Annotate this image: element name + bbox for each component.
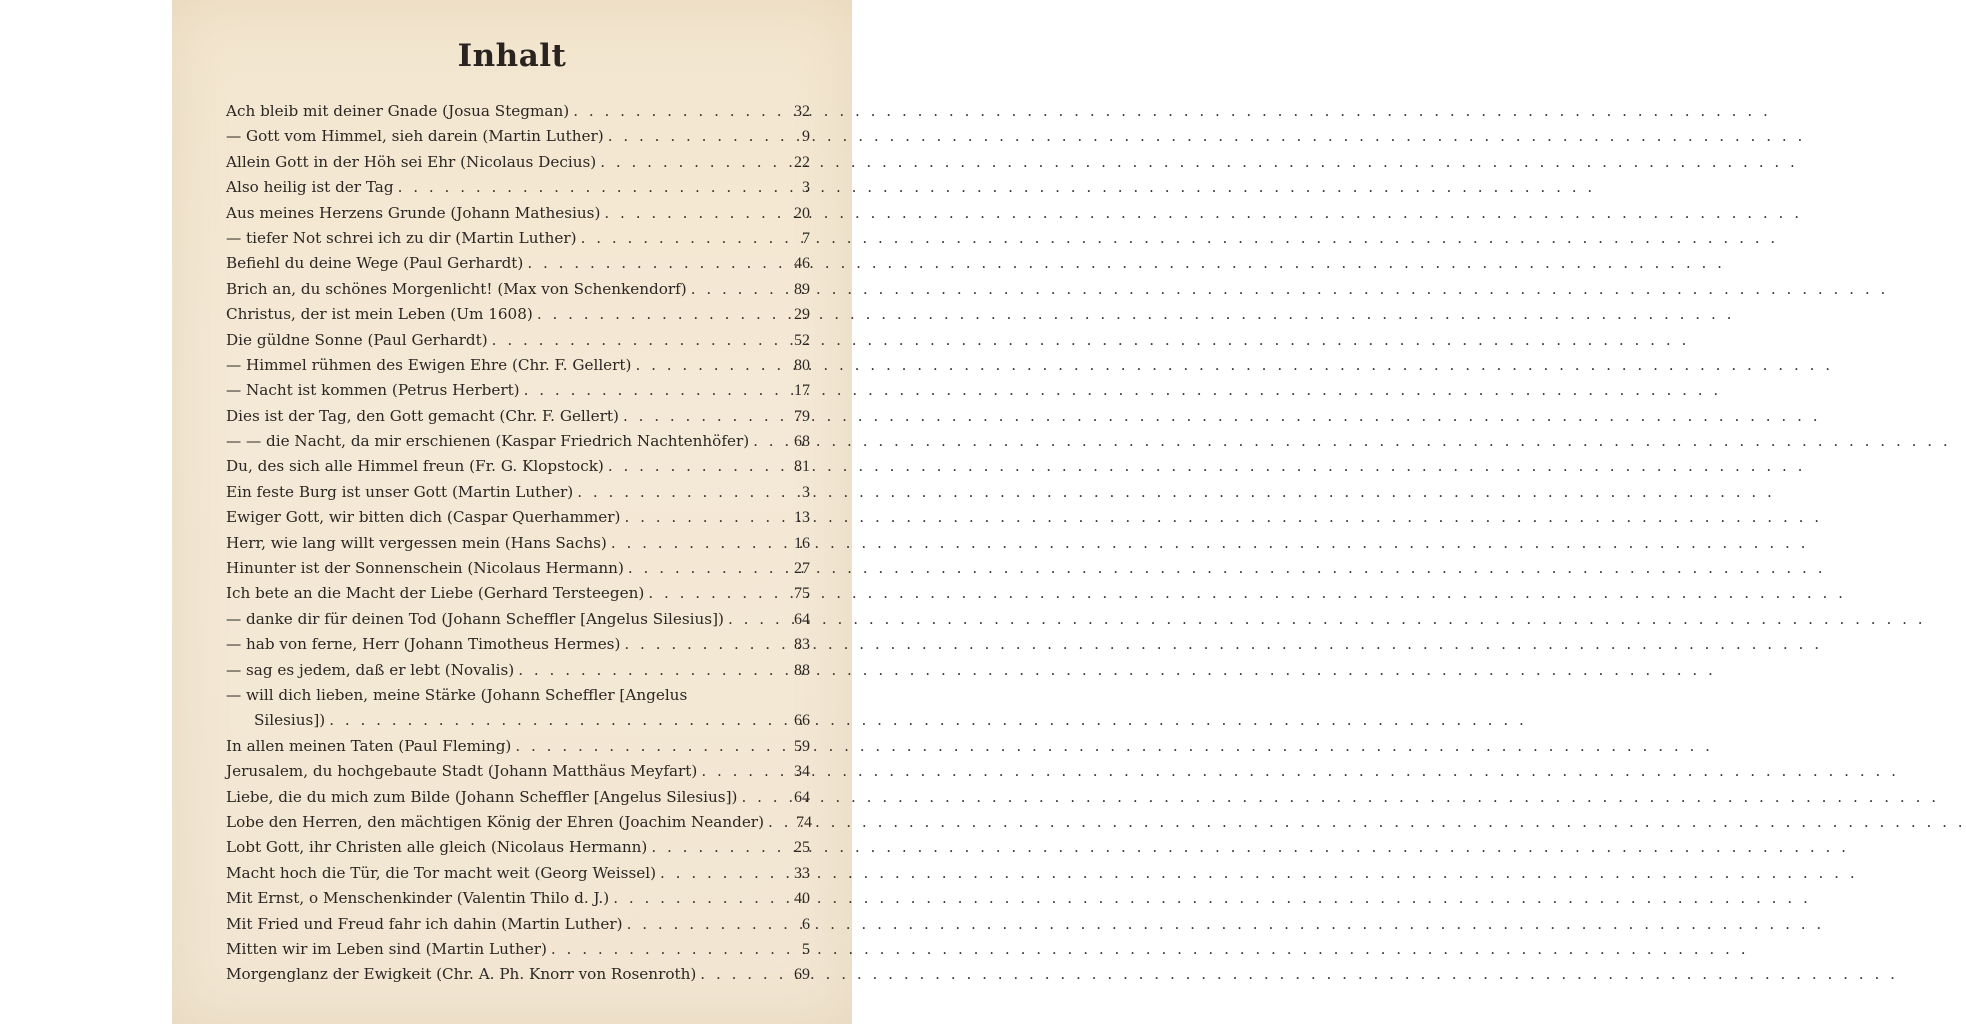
dot-leader [600, 150, 776, 175]
toc-page-number: 7 [802, 229, 810, 247]
dot-leader [577, 480, 776, 505]
toc-entry-title: Ewiger Gott, wir bitten dich (Caspar Querhammer) [226, 508, 621, 527]
toc-entry-title: Liebe, die du mich zum Bilde (Johann Scheffler [Angelus Silesius]) [226, 787, 738, 806]
toc-page-number: 83 [794, 636, 810, 654]
toc-entry-title: Hinunter ist der Sonnenschein (Nicolaus Hermann) [226, 559, 624, 578]
toc-page-number: 46 [794, 255, 810, 273]
toc-entry-title: Silesius]) [254, 711, 326, 730]
toc-entry [226, 708, 810, 733]
toc-entry-title: Ein feste Burg ist unser Gott (Martin Luther) [226, 482, 574, 501]
toc-entry-title: — Gott vom Himmel, sieh darein (Martin Luther) [226, 127, 604, 146]
toc-entry [226, 201, 810, 226]
dot-leader [524, 378, 776, 403]
toc-entry-title: — Nacht ist kommen (Petrus Herbert) [226, 381, 520, 400]
toc-page-number: 9 [802, 128, 810, 146]
toc-page-number: 59 [794, 737, 810, 755]
dot-leader [660, 861, 776, 886]
toc-entry-title: Herr, wie lang willt vergessen mein (Hans Sachs) [226, 533, 607, 552]
toc-entry-title: In allen meinen Taten (Paul Fleming) [226, 736, 512, 755]
dot-leader [624, 632, 776, 657]
toc-entry-title: Mitten wir im Leben sind (Martin Luther) [226, 939, 547, 958]
toc-page-number: 52 [794, 331, 810, 349]
toc-entry-title: Lobe den Herren, den mächtigen König der Ehren (Joachim Neander) [226, 812, 764, 831]
toc-entry-title: — sag es jedem, daß er lebt (Novalis) [226, 660, 515, 679]
dot-leader [623, 404, 776, 429]
toc-entry-title: Ach bleib mit deiner Gnade (Josua Stegman) [226, 102, 570, 120]
toc-page-number: 64 [794, 788, 810, 806]
toc-page-number: 64 [794, 610, 810, 628]
table-of-contents [226, 99, 810, 988]
toc-entry [226, 556, 810, 581]
dot-leader [515, 734, 776, 759]
toc-entry [226, 658, 810, 683]
toc-entry-title: Du, des sich alle Himmel freun (Fr. G. Klopstock) [226, 457, 604, 476]
dot-leader [627, 912, 776, 937]
dot-leader [551, 937, 776, 962]
toc-page-number: 3 [802, 483, 810, 501]
toc-entry-title: Lobt Gott, ihr Christen alle gleich (Nicolaus Hermann) [226, 838, 648, 857]
toc-entry-title: Morgenglanz der Ewigkeit (Chr. A. Ph. Knorr von Rosenroth) [226, 965, 697, 984]
dot-leader [398, 175, 776, 200]
dot-leader [537, 302, 776, 327]
toc-page-number: 89 [794, 280, 810, 298]
toc-entry [226, 150, 810, 175]
dot-leader [700, 962, 776, 987]
dot-leader [635, 353, 776, 378]
dot-leader [573, 99, 776, 124]
toc-entry [226, 886, 810, 911]
toc-entry-title: Befiehl du deine Wege (Paul Gerhardt) [226, 254, 524, 273]
toc-entry [226, 378, 810, 403]
toc-page-number: 13 [794, 509, 810, 527]
book-page [172, 0, 852, 1024]
toc-page-number: 25 [794, 839, 810, 857]
toc-page-number: 81 [794, 458, 810, 476]
dot-leader [651, 835, 776, 860]
toc-entry [226, 251, 810, 276]
toc-page-number: 32 [794, 103, 810, 120]
dot-leader [768, 810, 778, 835]
toc-page-number: 5 [802, 940, 810, 958]
toc-page-number: 27 [794, 560, 810, 578]
dot-leader [701, 759, 776, 784]
toc-entry [226, 404, 810, 429]
dot-leader [608, 124, 776, 149]
toc-page-number: 80 [794, 356, 810, 374]
toc-entry [226, 505, 810, 530]
toc-entry [226, 454, 810, 479]
toc-entry [226, 99, 810, 124]
toc-entry [226, 480, 810, 505]
toc-entry-title: Brich an, du schönes Morgenlicht! (Max von Schenkendorf) [226, 279, 687, 298]
dot-leader [691, 277, 776, 302]
toc-entry-title: — tiefer Not schrei ich zu dir (Martin Luther) [226, 228, 577, 247]
toc-entry [226, 175, 810, 200]
dot-leader [753, 429, 776, 454]
toc-entry [226, 226, 810, 251]
toc-page-number: 75 [794, 585, 810, 603]
toc-entry-title: — Himmel rühmen des Ewigen Ehre (Chr. F. Gellert) [226, 355, 632, 374]
toc-entry-title: Macht hoch die Tür, die Tor macht weit (Georg Weissel) [226, 863, 657, 882]
toc-entry [226, 581, 810, 606]
toc-page-number: 69 [794, 966, 810, 984]
dot-leader [741, 785, 776, 810]
toc-page-number: 40 [794, 890, 810, 908]
toc-entry-title: — hab von ferne, Herr (Johann Timotheus Hermes) [226, 635, 621, 654]
toc-entry [226, 531, 810, 556]
toc-entry [226, 861, 810, 886]
dot-leader [329, 708, 776, 733]
toc-entry-title: Jerusalem, du hochgebaute Stadt (Johann Matthäus Meyfart) [226, 762, 698, 781]
toc-page-number: 34 [794, 763, 810, 781]
toc-page-number: 79 [794, 407, 810, 425]
toc-page-number: 17 [794, 382, 810, 400]
dot-leader [648, 581, 776, 606]
toc-entry [226, 353, 810, 378]
toc-entry-title: Christus, der ist mein Leben (Um 1608) [226, 305, 533, 324]
dot-leader [604, 201, 776, 226]
toc-page-number: 68 [794, 433, 810, 451]
toc-page-number: 88 [794, 661, 810, 679]
toc-entry [226, 937, 810, 962]
dot-leader [527, 251, 776, 276]
toc-entry [226, 302, 810, 327]
toc-entry-title: Ich bete an die Macht der Liebe (Gerhard Tersteegen) [226, 584, 645, 603]
toc-entry [226, 912, 810, 937]
toc-page-number: 22 [794, 153, 810, 171]
toc-entry-title: — will dich lieben, meine Stärke (Johann Scheffler [Angelus [226, 685, 688, 704]
dot-leader [613, 886, 776, 911]
toc-entry [226, 607, 810, 632]
toc-page-number: 33 [794, 864, 810, 882]
toc-entry [226, 277, 810, 302]
dot-leader [611, 531, 776, 556]
toc-page-number: 20 [794, 204, 810, 222]
toc-entry-title: Allein Gott in der Höh sei Ehr (Nicolaus Decius) [226, 152, 597, 171]
dot-leader [581, 226, 776, 251]
toc-entry-title: Also heilig ist der Tag [226, 178, 394, 197]
toc-entry [226, 429, 810, 454]
dot-leader [518, 658, 776, 683]
toc-entry-title: Aus meines Herzens Grunde (Johann Mathesius) [226, 203, 601, 222]
dot-leader [608, 454, 776, 479]
toc-entry-title: — — die Nacht, da mir erschienen (Kaspar Friedrich Nachtenhöfer) [226, 432, 750, 451]
dot-leader [492, 328, 776, 353]
toc-entry [226, 785, 810, 810]
toc-entry-title: Dies ist der Tag, den Gott gemacht (Chr. F. Gellert) [226, 406, 619, 425]
toc-page-number: 66 [794, 712, 810, 730]
toc-entry [226, 124, 810, 149]
toc-entry-title: — danke dir für deinen Tod (Johann Scheffler [Angelus Silesius]) [226, 609, 724, 628]
dot-leader [624, 505, 776, 530]
toc-entry [226, 683, 810, 708]
toc-entry [226, 632, 810, 657]
toc-entry [226, 835, 810, 860]
toc-page-number: 6 [802, 915, 810, 933]
dot-leader [728, 607, 776, 632]
toc-entry-title: Mit Fried und Freud fahr ich dahin (Martin Luther) [226, 914, 623, 933]
toc-entry [226, 759, 810, 784]
dot-leader [628, 556, 776, 581]
toc-entry-title: Mit Ernst, o Menschenkinder (Valentin Thilo d. J.) [226, 889, 610, 908]
toc-entry [226, 810, 810, 835]
toc-entry [226, 962, 810, 987]
toc-page-number: 74 [796, 813, 812, 831]
page-title: Inhalt [457, 38, 567, 74]
toc-entry-title: Die güldne Sonne (Paul Gerhardt) [226, 330, 488, 349]
toc-page-number: 16 [794, 534, 810, 552]
toc-page-number: 3 [802, 179, 810, 197]
toc-entry [226, 734, 810, 759]
toc-page-number: 29 [794, 306, 810, 324]
toc-entry [226, 328, 810, 353]
